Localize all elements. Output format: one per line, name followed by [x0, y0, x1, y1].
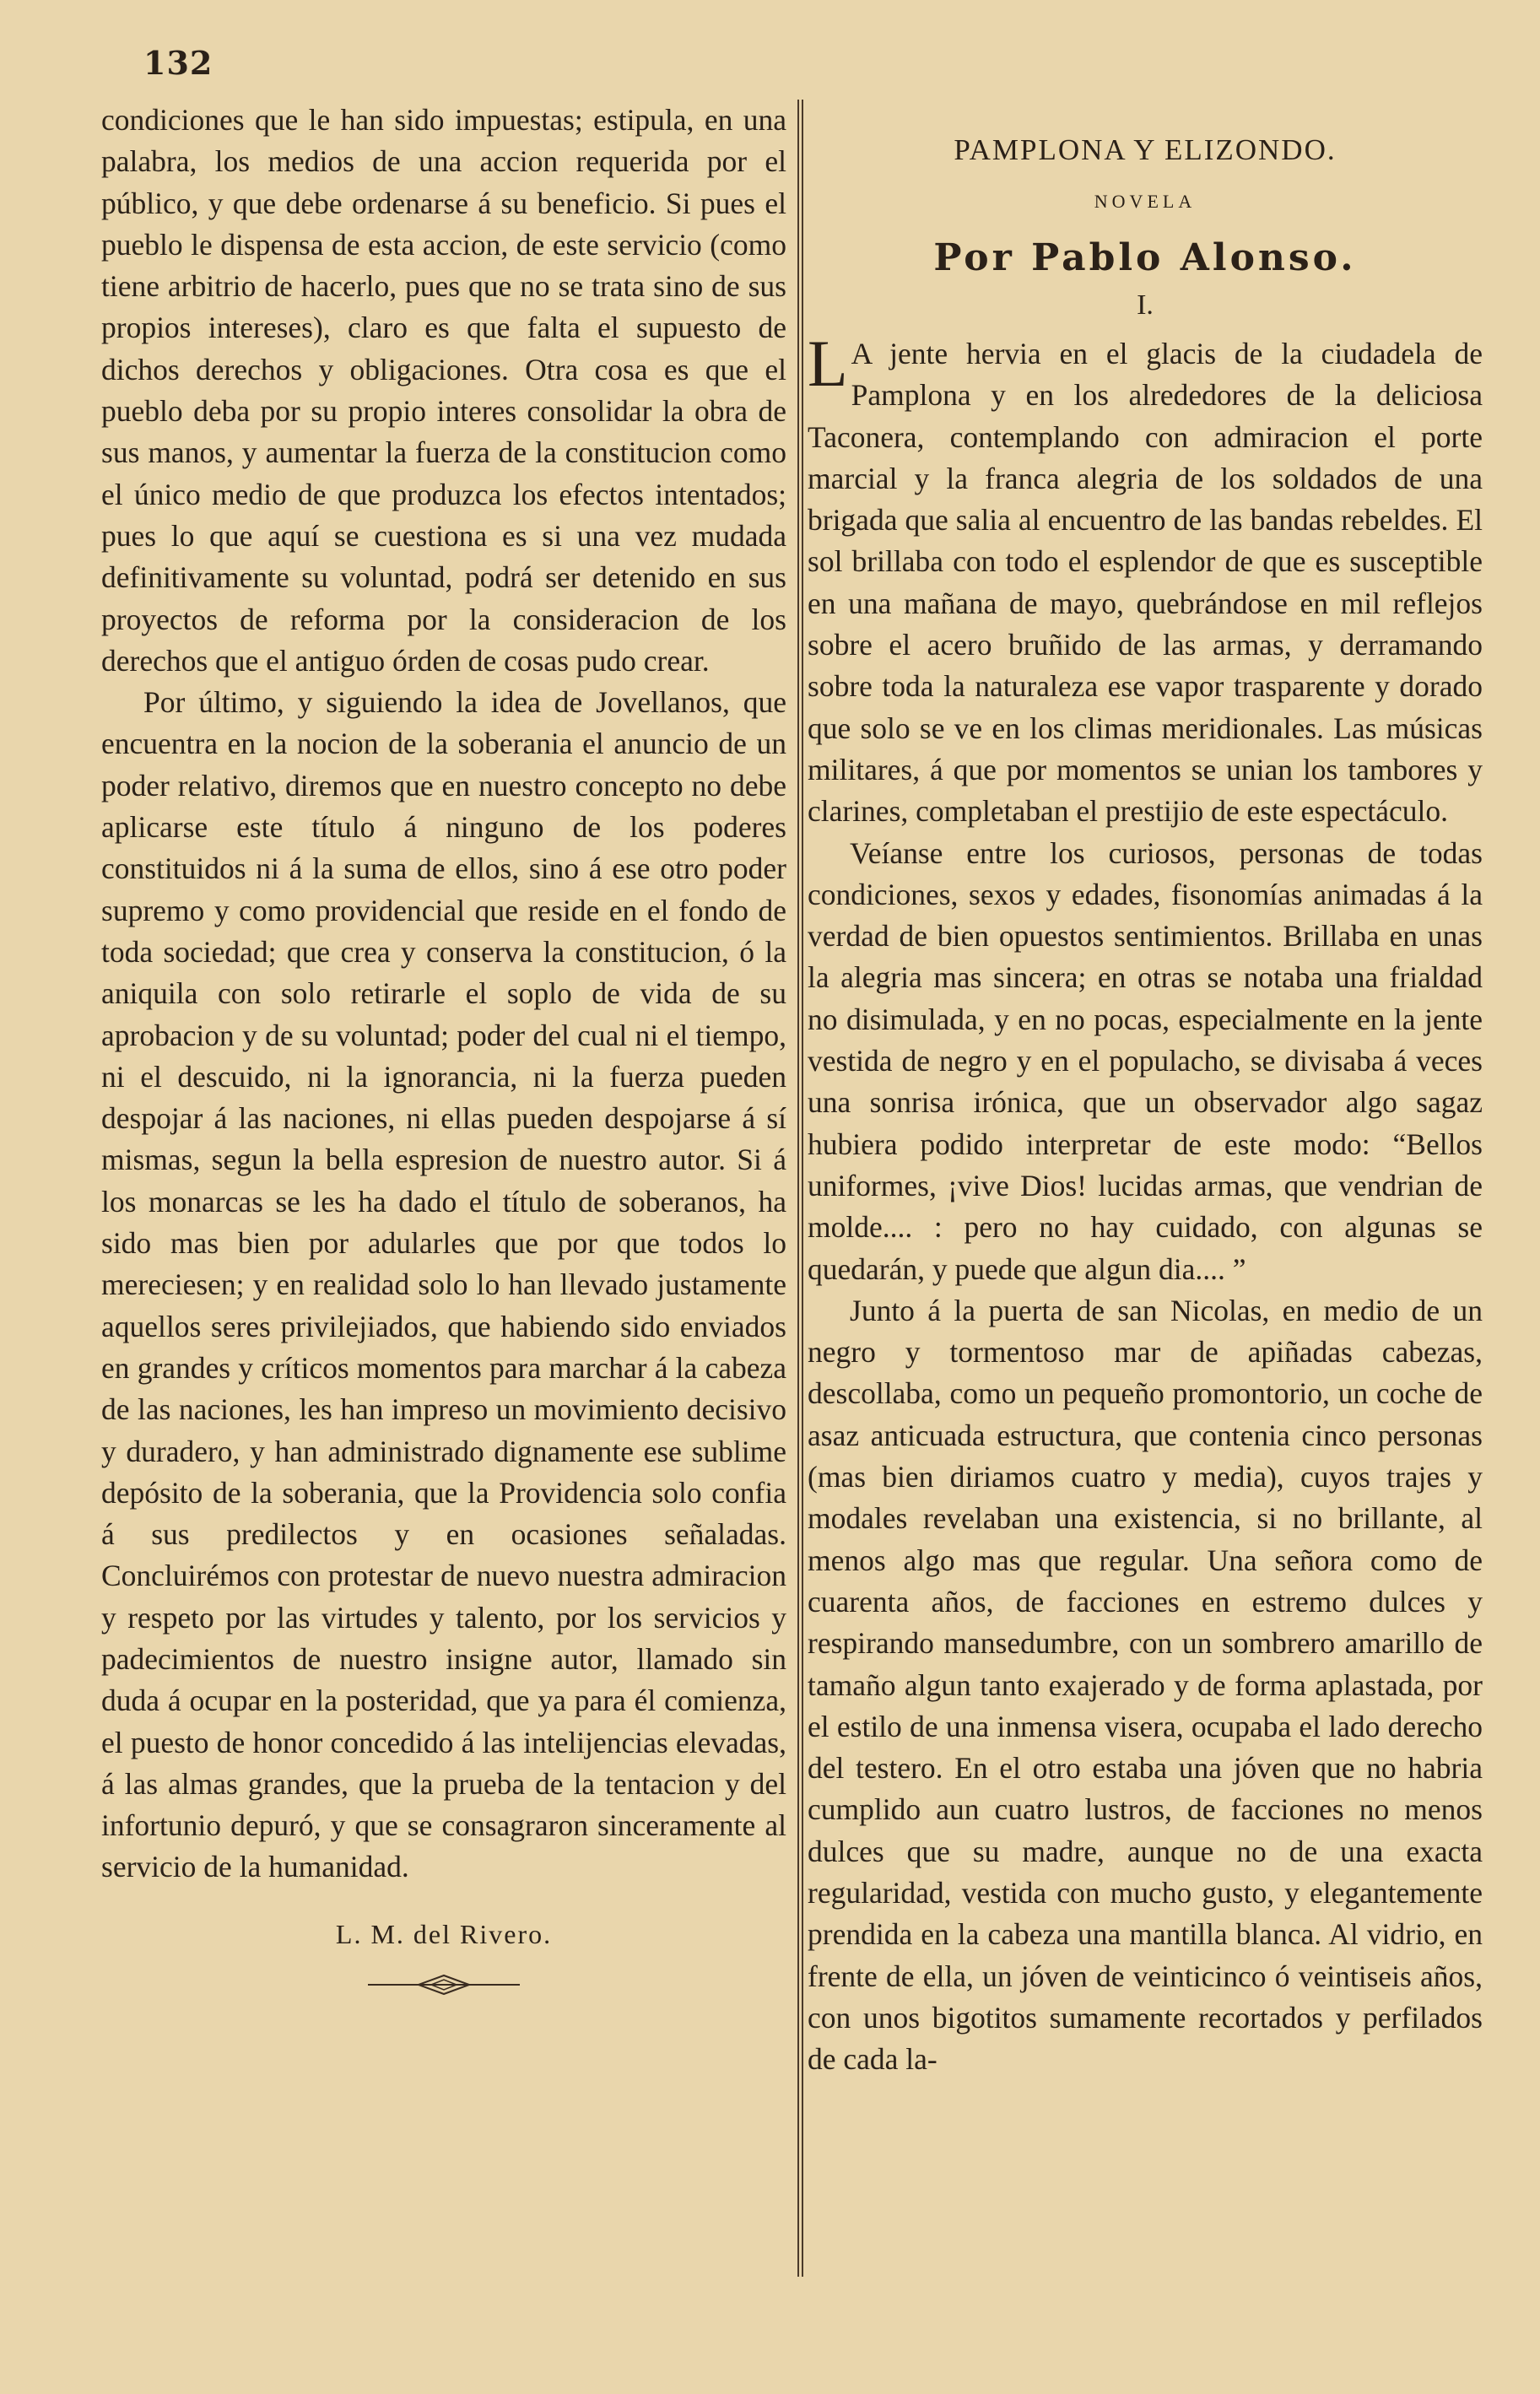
novel-body: [808, 327, 1483, 2080]
left-paragraph-1: condiciones que le han sido impuestas; estipula, en una palabra, los medios de una accion requerida por el público, y que debe ordenarse á su beneficio. Si pues el pueblo le dispensa de esta accion, de este servicio (como tiene arbitrio de hacerlo, pues que no se trata sino de sus propios intereses), claro es que falta el supuesto de dichos derechos y obligaciones. Otra cosa es que el pueblo deba por su propio interes consolidar la obra de sus manos, y aumentar la fuerza de la constitucion como el único medio de que produzca los efectos intentados; pues lo que aquí se cuestiona es si una vez mudada definitivamente su voluntad, podrá ser detenido en sus proyectos de reforma por la consideracion de los derechos que el antiguo órden de cosas pudo crear.: [101, 103, 786, 678]
left-column: [101, 100, 786, 1997]
page-number: 132: [143, 44, 213, 82]
chapter-heading: I.: [1137, 289, 1154, 321]
left-paragraph-2: Por último, y siguiendo la idea de Jovellanos, que encuentra en la nocion de la soberania el anuncio de un poder relativo, diremos que en nuestro concepto no debe aplicarse este título á ninguno de los poderes constituidos ni á la suma de ellos, sino á ese otro poder supremo y como providencial que reside en el fondo de toda sociedad; que crea y conserva la constitucion, ó la aniquila con solo retirarle el soplo de vida de su aprobacion y de su voluntad; poder del cual ni el tiempo, ni el descuido, ni la ignorancia, ni la fuerza pueden despojar á las naciones, ni ellas pueden despojarse á sí mismas, segun la bella espresion de nuestro autor. Si á los monarcas se les ha dado el título de soberanos, ha sido mas bien por adularles que por que todos lo mereciesen; y en realidad solo lo han llevado justamente aquellos seres privilejiados, que habiendo sido enviados en grandes y críticos momentos para marchar á la cabeza de las naciones, les han impreso un movimiento decisivo y duradero, y han administrado dignamente ese sublime depósito de la soberania, que la Providencia solo confia á sus predilectos y en ocasiones señaladas. Concluirémos con protestar de nuevo nuestra admiracion y respeto por las virtudes y talento, por los servicios y padecimientos de nuestro insigne autor, llamado sin duda á ocupar en la posteridad, que ya para él comienza, el puesto de honor concedido á las intelijencias elevadas, á las almas grandes, que la prueba de la tentacion y del infortunio depuró, y que se consagraron sinceramente al servicio de la humanidad.: [101, 685, 786, 1884]
novel-subtitle: NOVELA: [1094, 191, 1197, 212]
novel-paragraph-2: Veíanse entre los curiosos, personas de todas condiciones, sexos y edades, fisonomías animadas á la verdad de bien opuestos sentimientos. Brillaba en unas la alegria mas sincera; en otras se notaba una frialdad no disimulada, y en no pocas, especialmente en la jente vestida de negro y en el populacho, se divisaba á veces una sonrisa irónica, que un observador algo sagaz hubiera podido interpretar de este modo: “Bellos uniformes, ¡vive Dios! lucidas armas, que vendrian de molde.... : pero no hay cuidado, con algunas se quedarán, y puede que algun dia.... ”: [808, 835, 1483, 1286]
drop-cap: L: [808, 327, 848, 400]
column-rule: [802, 100, 803, 2277]
ornament-divider: [368, 1972, 520, 1997]
novel-paragraph-1: L A jente hervia en el glacis de la ciudadela de Pamplona y en los alrededores de la deliciosa Taconera, contemplando con admiracion el porte marcial y la franca alegria de los soldados de una brigada que salia al encuentro de las bandas rebeldes. El sol brillaba con todo el esplendor de que es susceptible en una mañana de mayo, quebrándose en mil reflejos sobre el acero bruñido de las armas, y derramando sobre toda la naturaleza ese vapor trasparente y dorado que solo se ve en los climas meridionales. Las músicas militares, á que por momentos se unian los tambores y clarines, completaban el prestijio de este espectáculo.: [808, 327, 1483, 829]
column-rule: [797, 100, 799, 2277]
author-line: Por Pablo Alonso.: [933, 236, 1357, 279]
signature: L. M. del Rivero.: [335, 1918, 553, 1949]
novel-paragraph-3: Junto á la puerta de san Nicolas, en medio de un negro y tormentoso mar de apiñadas cabezas, descollaba, como un pequeño promontorio, un coche de asaz anticuada estructura, que contenia cinco personas (mas bien diriamos cuatro y media), cuyos trajes y modales revelaban una existencia, si no brillante, al menos algo mas que regular. Una señora como de cuarenta años, de facciones en estremo dulces y respirando mansedumbre, con un sombrero amarillo de tamaño algun tanto exajerado y de forma aplastada, por el estilo de una inmensa visera, ocupaba el lado derecho del testero. En el otro estaba una jóven que no habria cumplido aun cuatro lustros, de facciones no menos dulces que su madre, aunque no de una exacta regularidad, vestida con mucho gusto, y elegantemente prendida en la cabeza una mantilla blanca. Al vidrio, en frente de ella, un jóven de veinticinco ó veintiseis años, con unos bigotitos sumamente recortados y perfilados de cada la-: [808, 1293, 1483, 2077]
novel-title: PAMPLONA Y ELIZONDO.: [954, 133, 1337, 166]
right-column: [808, 100, 1483, 2080]
